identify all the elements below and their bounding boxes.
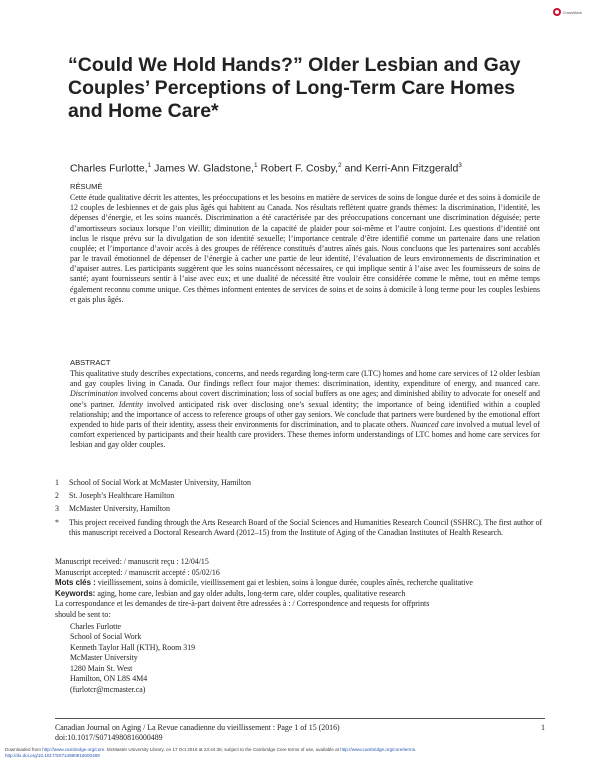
download-notice: [5, 747, 597, 760]
article-title: “Could We Hold Hands?” Older Lesbian and Gay Couples’ Perceptions of Long-Term Care Homes and Home Care*: [68, 54, 521, 122]
crossmark-badge[interactable]: [553, 8, 582, 16]
download-text: . McMaster University Library, on 17 Oct 2016 at 23:44:36, subject to the Cambridge Core terms of use, available at: [104, 747, 339, 752]
footnote-mark: 1: [55, 478, 59, 487]
abstract-part: involved concerns about covert discrimination; loss of social buffers as one ages; and diminished ability to advocate for oneself and one’s partner.: [70, 389, 540, 409]
address-email[interactable]: (furlotcr@mcmaster.ca): [70, 684, 146, 694]
abstract-heading: ABSTRACT: [70, 358, 111, 367]
address-line: Charles Furlotte: [70, 621, 122, 631]
footnote-text: St. Joseph’s Healthcare Hamilton: [69, 491, 175, 501]
footnote-text: This project received funding through the Arts Research Board of the Social Sciences and Humanities Research Council (SSHRC). The first author of this manuscript received a Doctoral Research Award (2012–15) from the Institute of Aging of the Canadian Institutes of Health Research.: [69, 517, 543, 537]
resume-text: Cette étude qualitative décrit les attentes, les préoccupations et les besoins en matière de services de soins de longue durée et des soins à domicile de 12 couples de lesbiennes et de gais plus âgés qui habitent au Canada. Nos résultats reflètent quatre grands thèmes: la discrimination, l’identité, les dépenses d’énergie, et les soins nuancés. Discrimination a été caractérisée par des préoccupations concernant une discrimination déguisée; perte d’amortisseurs sociaux lorsque l’on vieillit; diminution de la capacité de plaider pour soi-même et l’autre conjoint. Les questions d’identité ont inclus le risque prévu sur la divulgation de son identité sexuelle; l’importance centrale d’être identifié comme un partenaire dans une relation couplée; et l’importance d’avoir accès à des groupes de référence constitués d’autres aînés gais. Nous concluons que les partenaires sont accablés par le travail émotionnel de dépenser de l’énergie à cacher une partie de leur identité, l’évaluation de leurs environnements de discrimination et d’apaiser autres. Les participants suggèrent que les soins nuancéssont nécessaires, ce qui implique sentir à l’aise avec les fournisseurs de soins de santé; ayant fournisseurs sentir à l’aise avec eux; et une dualité de nécessité être vouloir être considérée comme le même, tout en même temps également reconnu comme unique. Ces thèmes informent ententes de services de soins et de soins à domicile à long terme pour les couples lesbiens et gais plus âgés.: [70, 193, 540, 304]
theme-term: Identity: [118, 399, 143, 409]
correspondence-line: should be sent to:: [55, 609, 111, 619]
mots-cles-text: vieillissement, soins à domicile, vieillissement gai et lesbien, soins à longue durée, couples aînés, recherche qualitative: [97, 578, 473, 588]
keywords-label: Keywords:: [55, 588, 96, 598]
abstract-text: [70, 369, 540, 450]
download-text: Downloaded from: [5, 747, 42, 752]
abstract-part: This qualitative study describes expectations, concerns, and needs regarding long-term care (LTC) homes and home care services of 12 older lesbian and gay couples living in Canada. Our findings reflect four major themes: discrimination, identity, expenditure of energy, and nuanced care.: [70, 369, 540, 389]
footnote: [55, 518, 545, 538]
correspondence-address: [70, 622, 545, 696]
author-affiliation-mark: 3: [458, 162, 462, 169]
terms-link[interactable]: http://www.cambridge.org/core/terms: [340, 747, 416, 752]
address-line: 1280 Main St. West: [70, 663, 133, 673]
theme-term: Discrimination: [70, 389, 118, 399]
keywords-text: aging, home care, lesbian and gay older adults, long-term care, older couples, qualitative research: [97, 588, 406, 598]
address-line: Kenneth Taylor Hall (KTH), Room 319: [70, 642, 196, 652]
crossmark-label: CrossMark: [562, 9, 582, 15]
footnote-mark: *: [55, 517, 59, 527]
author-name: Robert F. Cosby,: [260, 162, 338, 175]
footnote: [55, 504, 545, 514]
theme-term: Nuanced care: [410, 419, 455, 429]
correspondence-line: La correspondance et les demandes de tire-à-part doivent être adressées à : / Correspondence and requests for offprints: [55, 599, 430, 609]
mots-cles-label: Mots clés :: [55, 578, 96, 588]
download-line: [5, 753, 597, 759]
address-line: Hamilton, ON L8S 4M4: [70, 674, 148, 684]
journal-doi[interactable]: doi:10.1017/S0714980816000489: [55, 732, 163, 742]
author-name: James W. Gladstone,: [154, 162, 254, 175]
journal-citation: [55, 723, 545, 742]
doi-link[interactable]: http://dx.doi.org/10.1017/S0714980816000489: [5, 753, 100, 759]
address-line: School of Social Work: [70, 632, 142, 642]
footnote: [55, 478, 545, 488]
journal-name: Canadian Journal on Aging / La Revue canadienne du vieillissement : Page 1 of 15 (2016): [55, 723, 340, 732]
page-number: 1: [541, 723, 545, 732]
author-affiliation-mark: 2: [337, 162, 342, 169]
footnote-text: School of Social Work at McMaster University, Hamilton: [69, 478, 251, 487]
abstract-part: involved a mutual level of comfort experienced by participants and their health care providers. These themes inform understandings of LTC homes and home care services for lesbian and gay older couples.: [70, 419, 540, 450]
footnotes: [55, 478, 545, 541]
crossmark-icon: [553, 8, 561, 16]
download-text: .: [415, 747, 417, 752]
abstract-section: [70, 358, 540, 450]
footer-divider: [55, 718, 545, 719]
author-name: Charles Furlotte,: [70, 162, 148, 175]
resume-heading: RÉSUMÉ: [70, 182, 103, 191]
keywords-row: [55, 589, 545, 600]
mots-cles-row: [55, 578, 545, 589]
author-affiliation-mark: 1: [253, 162, 258, 169]
resume-section: [70, 182, 540, 305]
author-affiliation-mark: 1: [147, 162, 152, 169]
footnote: [55, 491, 545, 501]
address-line: McMaster University: [70, 653, 138, 663]
received-date: Manuscript received: / manuscrit reçu : 12/04/15: [55, 557, 209, 566]
footnote-mark: 2: [55, 491, 59, 501]
manuscript-metadata: [55, 557, 545, 695]
accepted-date: Manuscript accepted: / manuscrit accepté : 05/02/16: [55, 567, 220, 577]
author-name: and Kerri-Ann Fitzgerald: [344, 162, 459, 175]
footnote-mark: 3: [55, 504, 59, 514]
abstract-part: involved anticipated risk over disclosing one’s sexual identity; the importance of being identified within a coupled relationship; and the importance of access to reference groups of other gay seniors. We conclude that partners were burdened by the emotional effort expended to hide parts of their identity, assess their environments for discrimination, and to placate others.: [70, 399, 540, 429]
cambridge-core-link[interactable]: http://www.cambridge.org/core: [42, 747, 105, 752]
footnote-text: McMaster University, Hamilton: [69, 504, 170, 514]
author-list: [70, 162, 540, 175]
